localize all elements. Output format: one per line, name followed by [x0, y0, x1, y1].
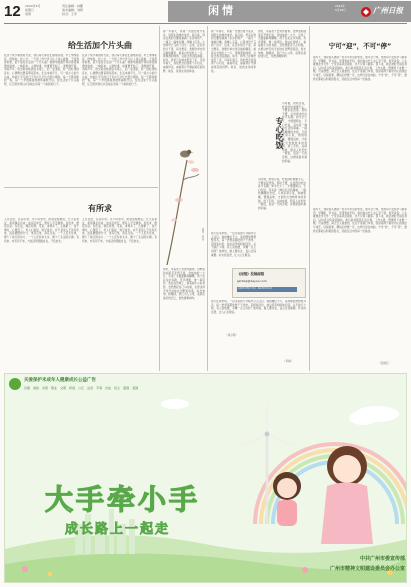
- ad-tag: 诚信: [33, 386, 40, 390]
- editor-line: 美术编辑：刘婷: [62, 8, 84, 12]
- ad-tag: 民主: [114, 386, 121, 390]
- article-body: 那一年春天，我第一次独自离开家乡，到陌生的城市求学。临行前，母亲在我的行囊里塞满了家乡的特产，一遍又一遍地叮嘱。我嘴上应着，心里却早已飞向了远方。后来，在异乡的日子里，每当想家，我便会拿出母亲做的腌菜，就着白米饭吃上一口，那熟悉的味道，总能让我泪流满面。如今，我早已在城市里安了家，可每年春天，我依然会回到那个小村庄，看看母亲，看看那片开满油菜花的田野。故乡，是我永远的牵挂。: [211, 30, 256, 73]
- masthead-rule: [4, 23, 407, 24]
- editor-line: 校对：王军: [62, 12, 78, 16]
- article-body: 小时候，奶奶总说，吃饭的时候要专心，不要东张西望。那时不懂，总觉得边吃边玩才有趣。如今长大了，才慢慢明白，专心吃饭，其实是一种对生活的尊重。一碗热腾腾的米饭，几样家常小菜，细细咀嚼，慢慢品味，才能吃出食物原本的香甜。放下手机，关掉电视，陪家人好好吃一顿饭，说说一天的见闻，这便是最朴素的幸福。: [282, 102, 307, 163]
- article-body: 前些天，我在街头遇到一位多年未见的老友。他年过六旬，依然每天坚持学习新东西，学摄影、学书法、学用智能手机。我问他为什么这么有干劲，他笑着说：人生就像逆水行舟，宁可迎着风浪前进，也不可停下脚步。停下来，就会被时代甩在身后。这句话让我深受触动。我们常常抱怨生活太难，工作太累，想要停下来歇一歇。可是细想，真正让人疲惫的，往往不是前行本身，而是停滞不前时内心的焦虑与迷茫。迎着困难，哪怕走得慢一些，也终归是在向前。宁可“迎”，不可“停”，愿我们都能以积极的姿态，迎接生活中的每一次挑战。: [313, 208, 407, 233]
- masthead-editor-block: [62, 4, 102, 16]
- ad-tag: 富强: [123, 386, 130, 390]
- contact-email[interactable]: gzrbxq@dayoo.com: [237, 279, 267, 283]
- article-title: 有所求: [88, 204, 112, 213]
- article-body: 那一年春天，我第一次独自离开家乡，到陌生的城市求学。临行前，母亲在我的行囊里塞满了家乡的特产，一遍又一遍地叮嘱。我嘴上应着，心里却早已飞向了远方。后来，在异乡的日子里，每当想家，我便会拿出母亲做的腌菜，就着白米饭吃上一口，那熟悉的味道，总能让我泪流满面。如今，我早已在城市里安了家，可每年春天，我依然会回到那个小村庄，看看母亲，看看那片开满油菜花的田野。故乡，是我永远的牵挂。: [163, 30, 205, 73]
- page-number: 12: [4, 3, 21, 20]
- ad-tag: 法治: [87, 386, 94, 390]
- masthead-date-line: 闲情: [25, 12, 32, 16]
- column-rule: [159, 26, 160, 371]
- contact-title: 《闲情》投稿邮箱: [237, 272, 265, 276]
- bird-branch-illustration: [165, 140, 205, 265]
- paper-name: 广州日报: [373, 6, 403, 15]
- article-body: 人生在世，总有所求。年少时求学，盼望金榜题名；长大后求业，希望事业有成；成家后求安，愿家人平安健康。有所求，便有所追；有所追，便有所得。可是，求得多了，心便累了；求不得时，心便苦了。老人们常说，知足常乐。并不是说人不该有所求，而是要懂得分寸，求其可求，舍其当舍。一个人若无所求，便少了前行的动力；一个人若所求太多，便少了生活的乐趣。有所求，亦有所不求，方能活得洒脱自在，不负此生。: [82, 218, 157, 243]
- ad-tag: 友善: [42, 386, 49, 390]
- article-title: 宁可“迎”，不可“停”: [328, 42, 392, 50]
- article-signature: （李梅）: [283, 360, 294, 363]
- illustration: [165, 140, 205, 265]
- article-signature: （刘小明）: [225, 334, 238, 337]
- masthead: [0, 0, 411, 26]
- small-date-line: 2024年: [335, 4, 345, 8]
- ad-tag: 敬业: [51, 386, 58, 390]
- ad-tag: 文明: [60, 386, 67, 390]
- ad-scenery-illustration: [5, 374, 407, 583]
- article-body: 那天在菜市场，一位卖菜的大爷格外引人注目。他的摊位不大，菜却摆放得整整齐齐，每一把青菜都洗得干干净净。有顾客问价，他总是笑呵呵地回答，从不缺斤少两。有人说他傻，多赚一点又何妨？他却说，做人要实在，良心比钱重要。朴实的话语，让人心生敬意。: [211, 232, 256, 257]
- ad-tag: 公正: [78, 386, 85, 390]
- contact-note: [237, 287, 297, 292]
- ad-headline: 大手牵小手: [45, 483, 201, 516]
- ad-tag: 爱国: [132, 386, 139, 390]
- masthead-date-block: [25, 4, 61, 16]
- ad-footer-line: 广州市精神文明建设委员会办公室: [329, 566, 405, 572]
- section-title: 闲情: [208, 4, 236, 17]
- editor-line: 责任编辑：林鹏: [62, 4, 84, 8]
- public-service-ad: [4, 373, 407, 583]
- article-body: 在这个快节奏的时代里，我们每天都在忙碌地奔波。早上匆匆起床，挤地铁，赶公交，一天的工作与学习让人身心疲惫。于是我常常想，能不能给生活加一个片头曲？就像电视剧开场时那段熟悉的旋律，一响起来，人就知道，故事要开始了。清晨推开窗，鸟鸣声声，阳光斜斜地洒在书桌上，泡一壶清茶，听一段轻快的音乐，心情便也跟着明亮起来。生活本就平凡，可一段小小的片头曲，却能让平凡的日子多出几分仪式感与期待。每一天都是新的一集，每一个早晨都值得被郑重地开启。给生活加个片头曲吧，让它陪伴我们从容地走进每一个崭新的日子。: [4, 54, 79, 86]
- article-body: 那天在菜市场，一位卖菜的大爷格外引人注目。他的摊位不大，菜却摆放得整整齐齐，每一把青菜都洗得干干净净。有顾客问价，他总是笑呵呵地回答，从不缺斤少两。有人说他傻，多赚一点又何妨？他却说，做人要实在，良心比钱重要。朴实的话语，让人心生敬意。: [211, 300, 306, 314]
- article-body: 在这个快节奏的时代里，我们每天都在忙碌地奔波。早上匆匆起床，挤地铁，赶公交，一天的工作与学习让人身心疲惫。于是我常常想，能不能给生活加一个片头曲？就像电视剧开场时那段熟悉的旋律，一响起来，人就知道，故事要开始了。清晨推开窗，鸟鸣声声，阳光斜斜地洒在书桌上，泡一壶清茶，听一段轻快的音乐，心情便也跟着明亮起来。生活本就平凡，可一段小小的片头曲，却能让平凡的日子多出几分仪式感与期待。每一天都是新的一集，每一个早晨都值得被郑重地开启。给生活加个片头曲吧，让它陪伴我们从容地走进每一个崭新的日子。: [82, 54, 157, 86]
- ad-tag: 和谐: [69, 386, 76, 390]
- ad-footer-line: 中共广州市委宣传部: [359, 556, 405, 562]
- article-title: 专心吃饭: [275, 117, 284, 149]
- masthead-date-line: 星期日: [25, 8, 35, 12]
- contact-box: [232, 268, 306, 298]
- ad-tag: 平等: [96, 386, 103, 390]
- article-body: 周末，带着孩子去郊外踏青。田野里的油菜花开得正盛，金灿灿的一大片，引来了无数蜜蜂和蝴蝶。孩子在花丛中奔跑，笑声清脆，像一串风铃。我站在田埂上，看着她小小的身影，忽然想起自己小时候，也曾这样无忧无虑地在田野里追逐。时光匆匆，转眼间，我已为人父母，而那些美好的记忆，依然清晰如昨。: [163, 268, 205, 300]
- ad-subline: 成长路上一起走: [65, 522, 171, 537]
- article-signature: （张晓红）: [378, 362, 391, 365]
- article-body: 周末，带着孩子去郊外踏青。田野里的油菜花开得正盛，金灿灿的一大片，引来了无数蜜蜂和蝴蝶。孩子在花丛中奔跑，笑声清脆，像一串风铃。我站在田埂上，看着她小小的身影，忽然想起自己小时候，也曾这样无忧无虑地在田野里追逐。时光匆匆，转眼间，我已为人父母，而那些美好的记忆，依然清晰如昨。: [258, 30, 306, 59]
- paper-logo: [360, 4, 406, 18]
- article-body: 人生在世，总有所求。年少时求学，盼望金榜题名；长大后求业，希望事业有成；成家后求安，愿家人平安健康。有所求，便有所追；有所追，便有所得。可是，求得多了，心便累了；求不得时，心便苦了。老人们常说，知足常乐。并不是说人不该有所求，而是要懂得分寸，求其可求，舍其当舍。一个人若无所求，便少了前行的动力；一个人若所求太多，便少了生活的乐趣。有所求，亦有所不求，方能活得洒脱自在，不负此生。: [4, 218, 79, 243]
- contact-note-text: 来稿请注明真实姓名、联系地址及电话: [238, 288, 273, 290]
- ad-top-line: 关爱保护未成年人健康成长公益广告: [24, 378, 96, 383]
- ad-tag: 自由: [105, 386, 112, 390]
- column-rule: [207, 26, 208, 371]
- article-body: 小时候，奶奶总说，吃饭的时候要专心，不要东张西望。那时不懂，总觉得边吃边玩才有趣。如今长大了，才慢慢明白，专心吃饭，其实是一种对生活的尊重。一碗热腾腾的米饭，几样家常小菜，细细咀嚼，慢慢品味，才能吃出食物原本的香甜。放下手机，关掉电视，陪家人好好吃一顿饭，说说一天的见闻，这便是最朴素的幸福。: [258, 178, 306, 210]
- illustration-caption: 插图：陈佳: [201, 228, 204, 241]
- ad-tag: 自强: [24, 386, 31, 390]
- small-date-line: 5月26日: [335, 7, 346, 12]
- column-rule: [309, 26, 310, 371]
- masthead-date-line: 2024年5月: [25, 4, 41, 8]
- article-body: 前些天，我在街头遇到一位多年未见的老友。他年过六旬，依然每天坚持学习新东西，学摄影、学书法、学用智能手机。我问他为什么这么有干劲，他笑着说：人生就像逆水行舟，宁可迎着风浪前进，也不可停下脚步。停下来，就会被时代甩在身后。这句话让我深受触动。我们常常抱怨生活太难，工作太累，想要停下来歇一歇。可是细想，真正让人疲惫的，往往不是前行本身，而是停滞不前时内心的焦虑与迷茫。迎着困难，哪怕走得慢一些，也终归是在向前。宁可“迎”，不可“停”，愿我们都能以积极的姿态，迎接生活中的每一次挑战。: [313, 56, 407, 81]
- masthead-small-date: [335, 5, 357, 12]
- article-title: 给生活加个片头曲: [68, 41, 132, 50]
- section-divider: [4, 187, 158, 188]
